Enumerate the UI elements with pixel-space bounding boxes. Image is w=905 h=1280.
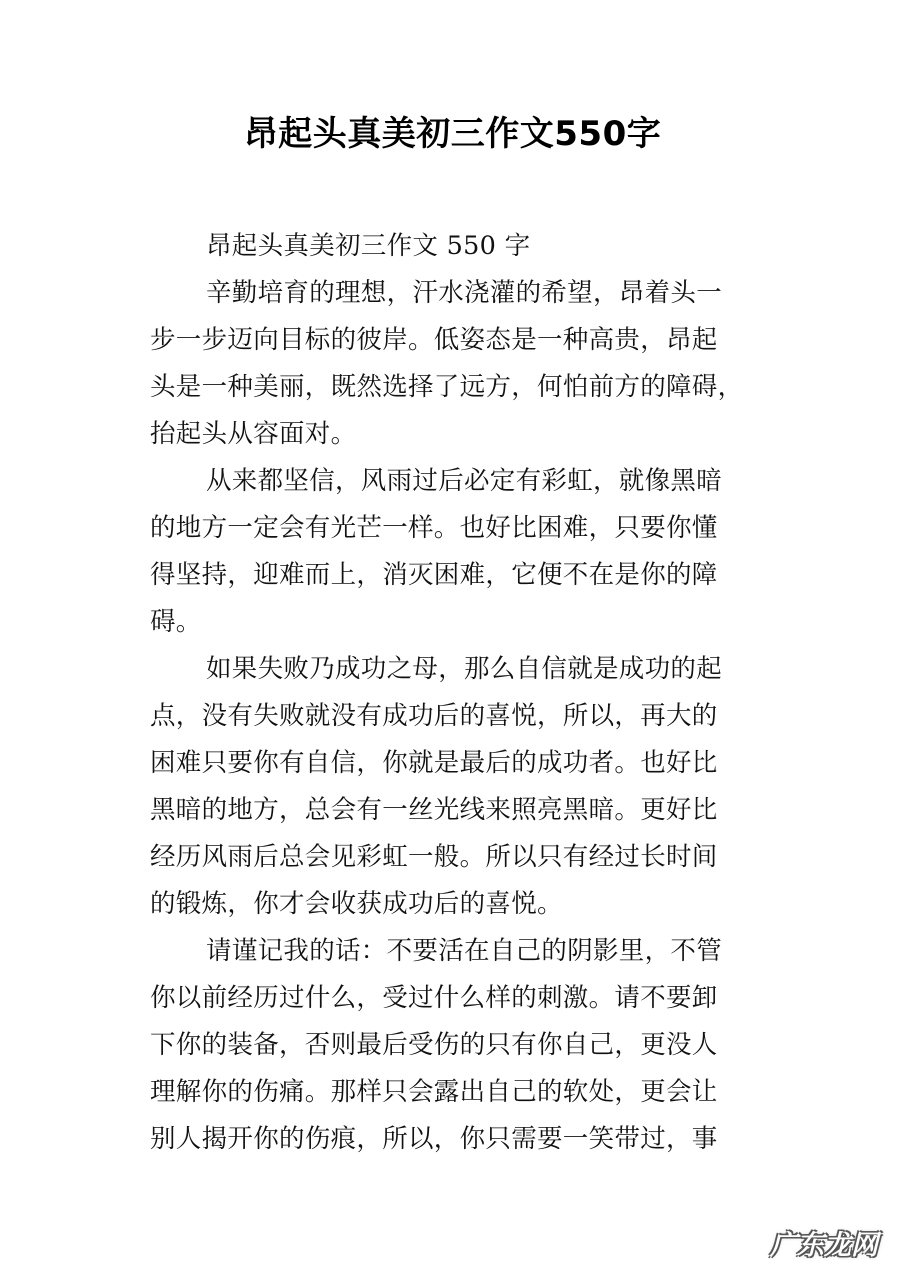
document-title: 昂起头真美初三作文550字 (243, 114, 662, 154)
text-line: 得坚持，迎难而上，消灭困难，它便不在是你的障 (150, 560, 718, 590)
text-line: 下你的装备，否则最后受伤的只有你自己，更没人 (150, 1030, 718, 1060)
text-line: 从来都坚信，风雨过后必定有彩虹，就像黑暗 (206, 466, 723, 496)
text-line: 经历风雨后总会见彩虹一般。所以只有经过长时间 (150, 842, 718, 872)
text-line: 的锻炼，你才会收获成功后的喜悦。 (150, 889, 563, 919)
text-line: 黑暗的地方，总会有一丝光线来照亮黑暗。更好比 (150, 795, 718, 825)
text-line: 请谨记我的话：不要活在自己的阴影里，不管 (206, 936, 723, 966)
text-line: 碍。 (150, 607, 202, 637)
text-line: 步一步迈向目标的彼岸。低姿态是一种高贵，昂起 (150, 325, 718, 355)
text-line: 点，没有失败就没有成功后的喜悦，所以，再大的 (150, 701, 718, 731)
text-line: 头是一种美丽，既然选择了远方，何怕前方的障碍， (150, 372, 744, 402)
text-line: 别人揭开你的伤痕，所以，你只需要一笑带过，事 (150, 1124, 718, 1154)
text-line: 的地方一定会有光芒一样。也好比困难，只要你懂 (150, 513, 718, 543)
text-line: 抬起头从容面对。 (150, 419, 357, 449)
watermark-text: 广东龙网 (770, 1230, 878, 1261)
text-line: 理解你的伤痛。那样只会露出自己的软处，更会让 (150, 1077, 718, 1107)
text-line: 辛勤培育的理想，汗水浇灌的希望，昂着头一 (206, 278, 723, 308)
site-watermark (759, 1226, 889, 1266)
text-line: 你以前经历过什么，受过什么样的刺激。请不要卸 (150, 983, 718, 1013)
text-line: 昂起头真美初三作文 550 字 (206, 231, 531, 261)
text-line: 困难只要你有自信，你就是最后的成功者。也好比 (150, 748, 718, 778)
text-line: 如果失败乃成功之母，那么自信就是成功的起 (206, 654, 723, 684)
document-body (150, 223, 760, 1163)
